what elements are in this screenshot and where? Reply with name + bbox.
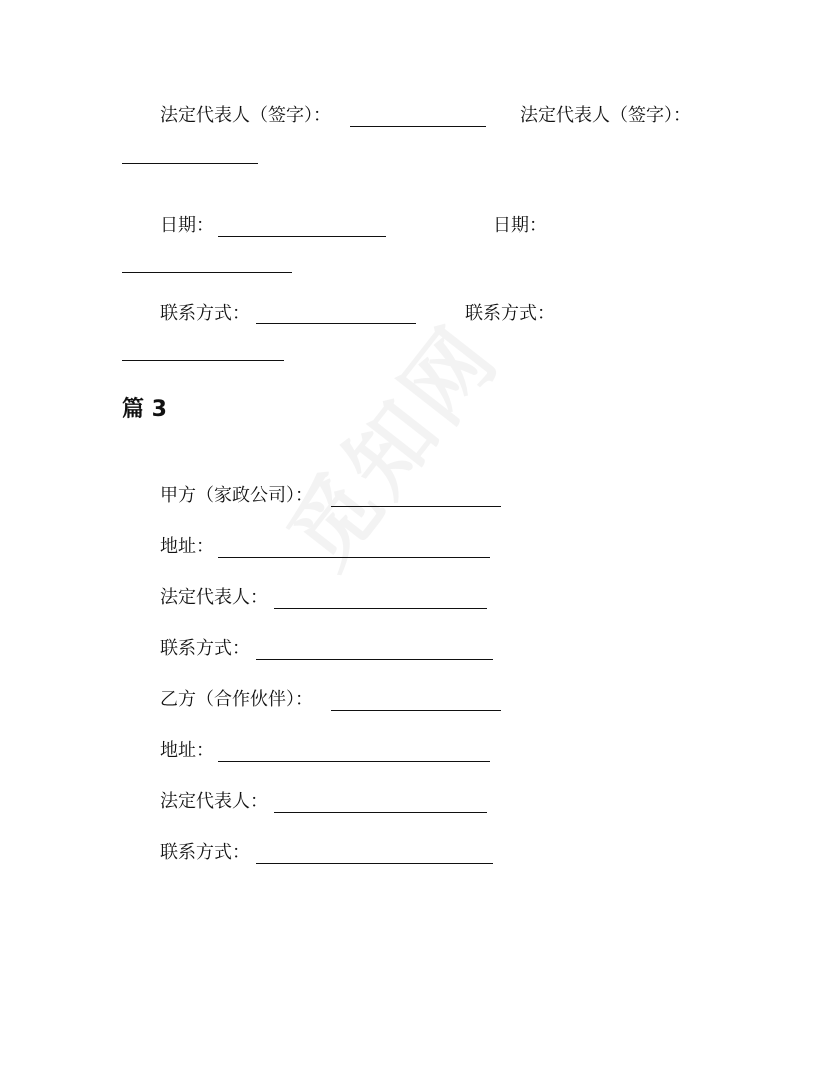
party-b-rep-signature-line [122, 163, 258, 164]
party-b-legal-rep-line [274, 812, 487, 813]
party-b-date-label: 日期： [493, 215, 547, 236]
party-b-contact-line [122, 360, 284, 361]
party-b-contact-label: 联系方式： [465, 303, 555, 324]
party-b-legal-rep-label: 法定代表人： [160, 791, 268, 812]
party-b-contact-field-label: 联系方式： [160, 842, 250, 863]
party-b-date-line [122, 272, 292, 273]
party-a-date-label: 日期： [160, 215, 214, 236]
party-a-rep-signature-label: 法定代表人（签字）： [160, 105, 331, 126]
party-a-contact-field-label: 联系方式： [160, 638, 250, 659]
party-a-legal-rep-line [274, 608, 487, 609]
watermark [254, 295, 522, 589]
party-a-date-line [218, 236, 386, 237]
party-a-legal-rep-label: 法定代表人： [160, 587, 268, 608]
party-a-rep-signature-line [350, 126, 486, 127]
party-a-name-label: 甲方（家政公司）： [160, 485, 313, 506]
party-a-contact-field-line [256, 659, 493, 660]
party-a-address-label: 地址： [160, 536, 214, 557]
party-a-contact-line [256, 323, 416, 324]
party-b-name-label: 乙方（合作伙伴）： [160, 689, 313, 710]
section-heading: 篇 3 [122, 397, 167, 422]
party-b-contact-field-line [256, 863, 493, 864]
party-a-address-line [218, 557, 490, 558]
party-a-contact-label: 联系方式： [160, 303, 250, 324]
party-b-name-line [331, 710, 501, 711]
party-b-address-label: 地址： [160, 740, 214, 761]
party-b-rep-signature-label: 法定代表人（签字）： [520, 105, 691, 126]
party-b-address-line [218, 761, 490, 762]
party-a-name-line [331, 506, 501, 507]
